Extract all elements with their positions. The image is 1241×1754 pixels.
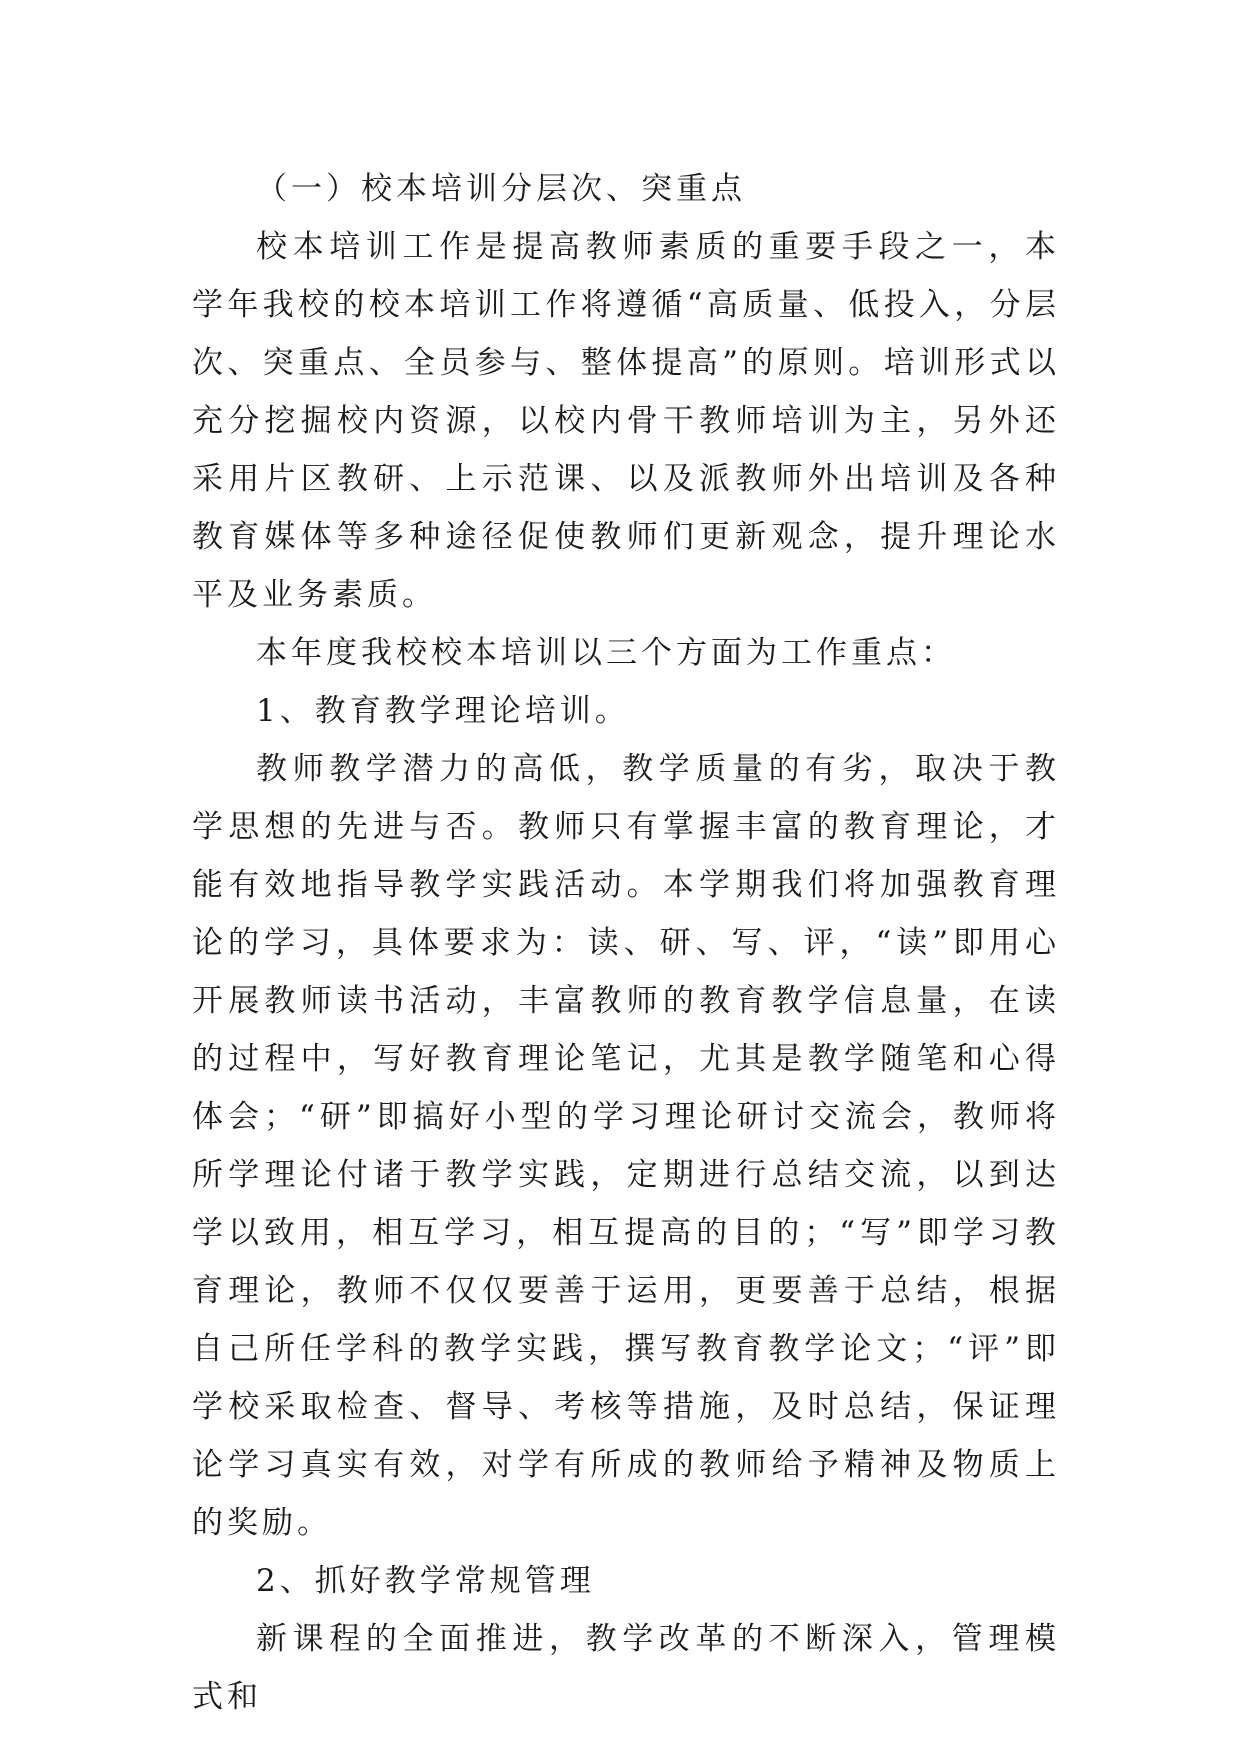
document-body: [192, 160, 1060, 1726]
subheading-routine-management: 2、抓好教学常规管理: [256, 1563, 595, 1599]
section-heading: （一）校本培训分层次、突重点: [256, 171, 746, 207]
paragraph-focus-intro: 本年度我校校本培训以三个方面为工作重点：: [256, 635, 956, 671]
paragraph-routine-management: 新课程的全面推进，教学改革的不断深入，管理模式和: [192, 1621, 1060, 1715]
subheading-theory-training: 1、教育教学理论培训。: [256, 693, 630, 729]
paragraph-training-overview: 校本培训工作是提高教师素质的重要手段之一，本学年我校的校本培训工作将遵循“高质量、低投入，分层次、突重点、全员参与、整体提高”的原则。培训形式以充分挖掘校内资源，以校内骨干教师培训为主，另外还采用片区教研、上示范课、以及派教师外出培训及各种教育媒体等多种途径促使教师们更新观念，提升理论水平及业务素质。: [192, 229, 1060, 613]
paragraph-theory-training: 教师教学潜力的高低，教学质量的有劣，取决于教学思想的先进与否。教师只有掌握丰富的教育理论，才能有效地指导教学实践活动。本学期我们将加强教育理论的学习，具体要求为：读、研、写、评，“读”即用心开展教师读书活动，丰富教师的教育教学信息量，在读的过程中，写好教育理论笔记，尤其是教学随笔和心得体会；“研”即搞好小型的学习理论研讨交流会，教师将所学理论付诸于教学实践，定期进行总结交流，以到达学以致用，相互学习，相互提高的目的；“写”即学习教育理论，教师不仅仅要善于运用，更要善于总结，根据自己所任学科的教学实践，撰写教育教学论文；“评”即学校采取检查、督导、考核等措施，及时总结，保证理论学习真实有效，对学有所成的教师给予精神及物质上的奖励。: [192, 751, 1060, 1541]
